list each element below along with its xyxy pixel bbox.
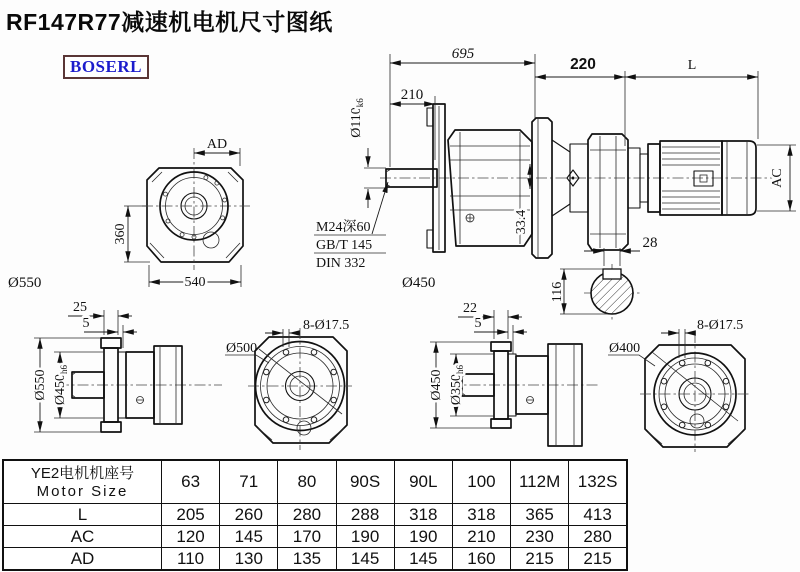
table-cell: 210 [452, 526, 510, 548]
column-header: 112M [511, 460, 569, 504]
label-d350: $Ø350_{h6}$ [449, 364, 465, 406]
table-cell: 280 [278, 504, 336, 526]
bolt-holes [163, 176, 226, 239]
table-cell: 365 [511, 504, 569, 526]
holes-label: 8-Ø17.5 [697, 318, 744, 333]
page-title: RF147R77减速机电机尺寸图纸 [6, 9, 333, 35]
dim-5-label: 5 [474, 316, 482, 331]
table-cell: 120 [162, 526, 220, 548]
label-d400: Ø400 [609, 341, 641, 356]
column-header: 100 [452, 460, 510, 504]
table-cell: 110 [162, 548, 220, 571]
table-row-AC [3, 526, 627, 548]
motor-size-table [2, 459, 628, 571]
dim-210-label: 210 [400, 87, 424, 103]
table-header-row [3, 460, 627, 504]
flange-view-400 [608, 318, 750, 452]
column-header: 90L [394, 460, 452, 504]
dim-28-label: 28 [642, 235, 658, 251]
brand-logo: BOSERL [63, 55, 149, 79]
table-cell: 260 [220, 504, 278, 526]
label-d450: Ø450 [402, 275, 436, 291]
dim-33-4-label: 33.4 [514, 209, 529, 235]
table-cell: 145 [336, 548, 394, 571]
dim-ad-label: AD [206, 137, 228, 152]
dim-220-label: 220 [570, 56, 596, 73]
table-cell: 318 [452, 504, 510, 526]
table-cell: 145 [394, 548, 452, 571]
dim-5-label: 5 [82, 316, 90, 331]
table-cell: 170 [278, 526, 336, 548]
dim-540-label: 540 [184, 275, 206, 290]
table-cell: 318 [394, 504, 452, 526]
table-row-AD [3, 548, 627, 571]
dim-AC-label: AC [770, 168, 785, 188]
table-header-cell [3, 460, 162, 504]
dim-22-label: 22 [463, 301, 477, 316]
holes-label: 8-Ø17.5 [303, 318, 350, 333]
label-d500: Ø500 [226, 341, 258, 356]
table-cell: 413 [569, 504, 627, 526]
table-cell: 215 [569, 548, 627, 571]
side-view-right [429, 301, 600, 446]
table-cell: 130 [220, 548, 278, 571]
column-header: 90S [336, 460, 394, 504]
label-d450: Ø450 [429, 369, 444, 401]
tap-note-2: GB/T 145 [316, 238, 373, 253]
label-d550: Ø550 [8, 275, 42, 291]
table-cell: 135 [278, 548, 336, 571]
row-label: AC [3, 526, 162, 548]
row-label: L [3, 504, 162, 526]
header-line-cn: YE2电机机座号 [30, 464, 135, 482]
label-shaft-dia: $Ø110_{k6}$ [349, 98, 365, 138]
table-cell: 230 [511, 526, 569, 548]
dim-L-label: L [687, 58, 697, 73]
tap-note-1: M24深60 [316, 220, 371, 235]
table-cell: 160 [452, 548, 510, 571]
table-cell: 205 [162, 504, 220, 526]
column-header: 80 [278, 460, 336, 504]
side-view-left [33, 300, 222, 432]
assembly-view [314, 46, 796, 291]
column-header: 63 [162, 460, 220, 504]
table-cell: 145 [220, 526, 278, 548]
table-row-L [3, 504, 627, 526]
column-header: 71 [220, 460, 278, 504]
tap-note-3: DIN 332 [316, 256, 366, 271]
table-cell: 288 [336, 504, 394, 526]
table-cell: 190 [394, 526, 452, 548]
key-section-view [550, 235, 658, 322]
flange-view-500 [225, 318, 352, 450]
label-d450: $Ø450_{h6}$ [53, 364, 69, 406]
header-line-en: Motor Size [36, 482, 129, 500]
table-cell: 215 [511, 548, 569, 571]
column-header: 132S [569, 460, 627, 504]
table-cell: 190 [336, 526, 394, 548]
front-view [8, 137, 250, 291]
table-cell: 280 [569, 526, 627, 548]
dim-25-label: 25 [73, 300, 87, 315]
label-d550: Ø550 [33, 369, 48, 401]
dim-695-label: 695 [451, 46, 475, 62]
dim-116-label: 116 [550, 281, 565, 303]
row-label: AD [3, 548, 162, 571]
dim-360-label: 360 [113, 223, 128, 245]
